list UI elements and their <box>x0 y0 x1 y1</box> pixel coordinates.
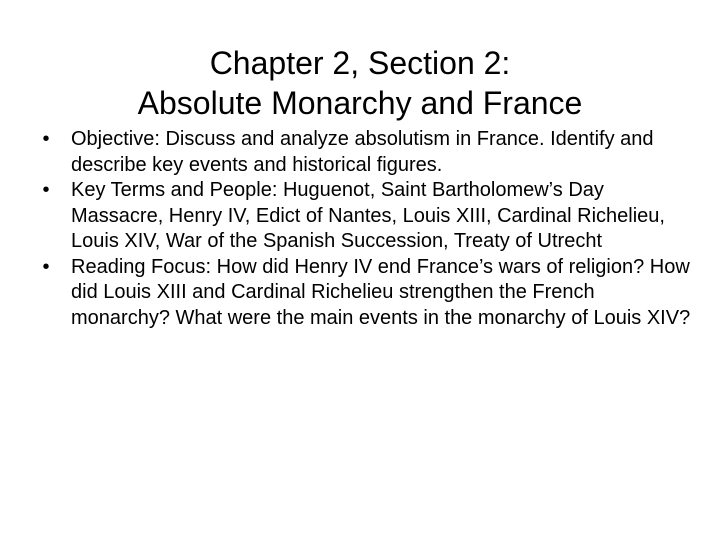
bullet-dot-icon: • <box>42 255 50 278</box>
bullet-objective <box>36 127 692 178</box>
bullet-dot-icon: • <box>42 179 50 201</box>
slide-title <box>40 43 680 123</box>
bullet-key-terms <box>36 178 692 255</box>
bullet-dot-icon: • <box>42 128 50 150</box>
bullet-text: Reading Focus: How did Henry IV end France’s wars of religion? How did Louis XIII and Cardinal Richelieu strengthen the French monarchy? What were the main events in the monarchy of Louis XIV? <box>71 255 691 329</box>
bullet-list <box>36 127 692 331</box>
bullet-text: Key Terms and People: Huguenot, Saint Bartholomew’s Day Massacre, Henry IV, Edict of Nantes, Louis XIII, Cardinal Richelieu, Louis XIV, War of the Spanish Succession, Treaty of Utrecht <box>71 179 665 252</box>
title-line-1: Chapter 2, Section 2: <box>209 45 511 82</box>
title-line-2: Absolute Monarchy and France <box>137 85 583 122</box>
bullet-text: Objective: Discuss and analyze absolutism in France. Identify and describe key events and historical figures. <box>71 128 654 176</box>
bullet-reading-focus <box>36 255 692 332</box>
